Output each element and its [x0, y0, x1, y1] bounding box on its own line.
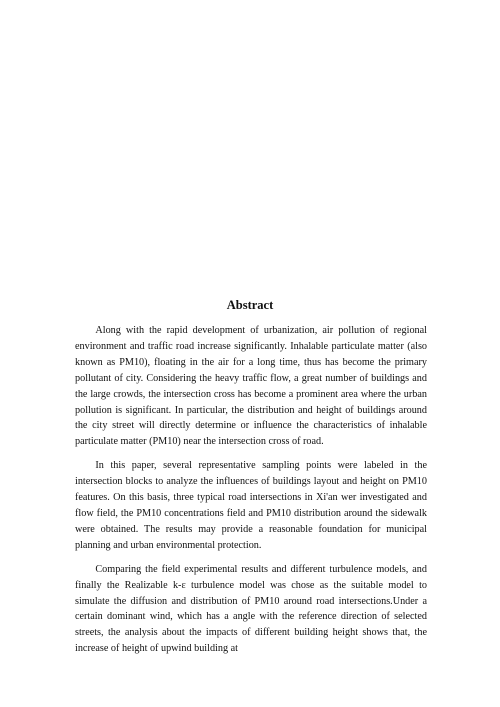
abstract-title: Abstract	[226, 298, 274, 312]
paragraph-3: Comparing the field experimental results and different turbulence models, and finally the Realizable k-ε turbulence model was chose as the suitable model to simulate the diffusion and distribution of PM10 around road intersections.Under a certain dominant wind, which has a angle with the reference direction of selected streets, the analysis about the impacts of different building height shows that, the increase of height of upwind building at	[75, 563, 427, 655]
abstract-body	[75, 323, 427, 665]
paragraph-1: Along with the rapid development of urbanization, air pollution of regional environment and traffic road increase significantly. Inhalable particulate matter (also known as PM10), floating in the air for a long time, thus has become the primary pollutant of city. Considering the heavy traffic flow, a great number of buildings and the large crowds, the intersection cross has become a prominent area where the urban pollution is significant. In particular, the distribution and height of buildings around the city street will directly determine or influence the characteristics of inhalable particulate matter (PM10) near the intersection cross of road.	[75, 325, 427, 448]
paragraph-2: In this paper, several representative sampling points were labeled in the intersection blocks to analyze the influences of buildings layout and height on PM10 features. On this basis, three typical road intersections in Xi'an wer investigated and flow field, the PM10 concentrations field and PM10 distribution around the sidewalk were obtained. The results may provide a reasonable foundation for municipal planning and urban environmental protection.	[75, 460, 427, 551]
